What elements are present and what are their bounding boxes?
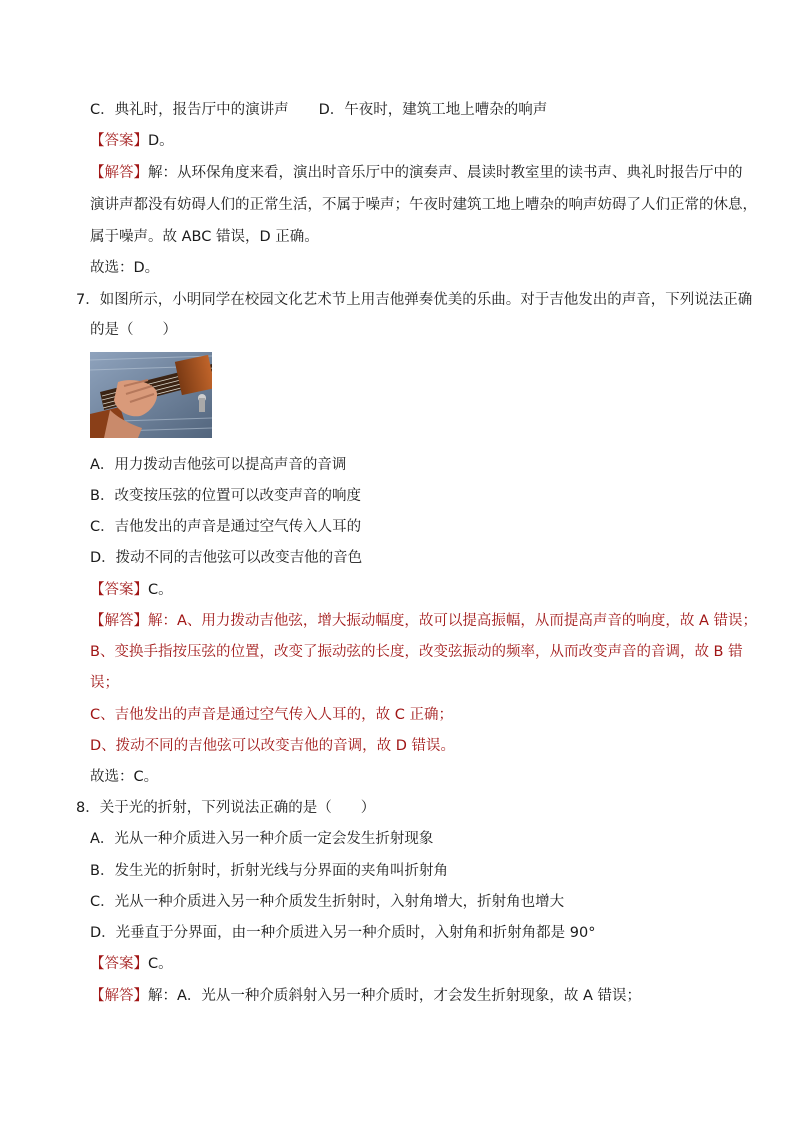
- analysis-tag: 【解答】: [90, 613, 148, 629]
- analysis-text: 解：A、用力拨动吉他弦，增大振动幅度，故可以提高振幅，从而提高声音的响度，故 A 错误；: [148, 613, 758, 629]
- q8-option-d: D．光垂直于分界面，由一种介质进入另一种介质时，入射角和折射角都是 90°: [90, 925, 596, 941]
- q7-analysis-a: [90, 611, 757, 631]
- q6-answer: [90, 131, 174, 151]
- answer-tag: 【答案】: [90, 956, 148, 972]
- q8-option-a: A．光从一种介质进入另一种介质一定会发生折射现象: [90, 831, 434, 847]
- answer-tag: 【答案】: [90, 582, 148, 598]
- q7-option-c: C．吉他发出的声音是通过空气传入人耳的: [90, 519, 362, 535]
- q7-choose: 故选：C。: [90, 769, 159, 785]
- q8-stem: 8．关于光的折射，下列说法正确的是（ ）: [76, 800, 376, 816]
- q7-analysis-d: D、拨动不同的吉他弦可以改变吉他的音调，故 D 错误。: [90, 738, 456, 754]
- answer-value: C。: [148, 582, 173, 598]
- q8-analysis-a: [90, 986, 641, 1006]
- answer-tag: 【答案】: [90, 133, 148, 149]
- analysis-tag: 【解答】: [90, 165, 148, 181]
- q6-choose: 故选：D。: [90, 260, 160, 276]
- q7-analysis-b: B、变换手指按压弦的位置，改变了振动弦的长度，改变弦振动的频率，从而改变声音的音调，故 B 错: [90, 644, 743, 660]
- q6-option-d: D．午夜时，建筑工地上嘈杂的响声: [318, 102, 548, 118]
- q8-answer: [90, 954, 173, 974]
- analysis-text: 解：A．光从一种介质斜射入另一种介质时，才会发生折射现象，故 A 错误；: [148, 988, 642, 1004]
- q7-analysis-b-cont: 误；: [90, 675, 119, 691]
- q7-option-d: D．拨动不同的吉他弦可以改变吉他的音色: [90, 550, 363, 566]
- q8-option-c: C．光从一种介质进入另一种介质发生折射时，入射角增大，折射角也增大: [90, 894, 565, 910]
- q7-stem-cont: 的是（ ）: [90, 322, 177, 338]
- answer-value: C。: [148, 956, 173, 972]
- analysis-text: 解：从环保角度来看，演出时音乐厅中的演奏声、晨读时教室里的读书声、典礼时报告厅中的: [148, 165, 743, 181]
- q7-answer: [90, 580, 173, 600]
- q6-analysis-line: [90, 163, 743, 183]
- q7-option-b: B．改变按压弦的位置可以改变声音的响度: [90, 488, 361, 504]
- answer-value: D。: [148, 133, 174, 149]
- q6-analysis-line: 属于噪声。故 ABC 错误，D 正确。: [90, 229, 319, 245]
- q8-option-b: B．发生光的折射时，折射光线与分界面的夹角叫折射角: [90, 863, 448, 879]
- q6-options-row: [90, 100, 547, 120]
- q7-option-a: A．用力拨动吉他弦可以提高声音的音调: [90, 457, 347, 473]
- q6-analysis-line: 演讲声都没有妨碍人们的正常生活，不属于噪声；午夜时建筑工地上嘈杂的响声妨碍了人们正常的休息，: [90, 197, 757, 213]
- guitar-photo: [90, 352, 212, 438]
- q7-analysis-c: C、吉他发出的声音是通过空气传入人耳的，故 C 正确；: [90, 707, 453, 723]
- analysis-tag: 【解答】: [90, 988, 148, 1004]
- q6-option-c: C．典礼时，报告厅中的演讲声: [90, 102, 289, 118]
- q7-stem: 7．如图所示，小明同学在校园文化艺术节上用吉他弹奏优美的乐曲。对于吉他发出的声音，下列说法正确: [76, 292, 753, 308]
